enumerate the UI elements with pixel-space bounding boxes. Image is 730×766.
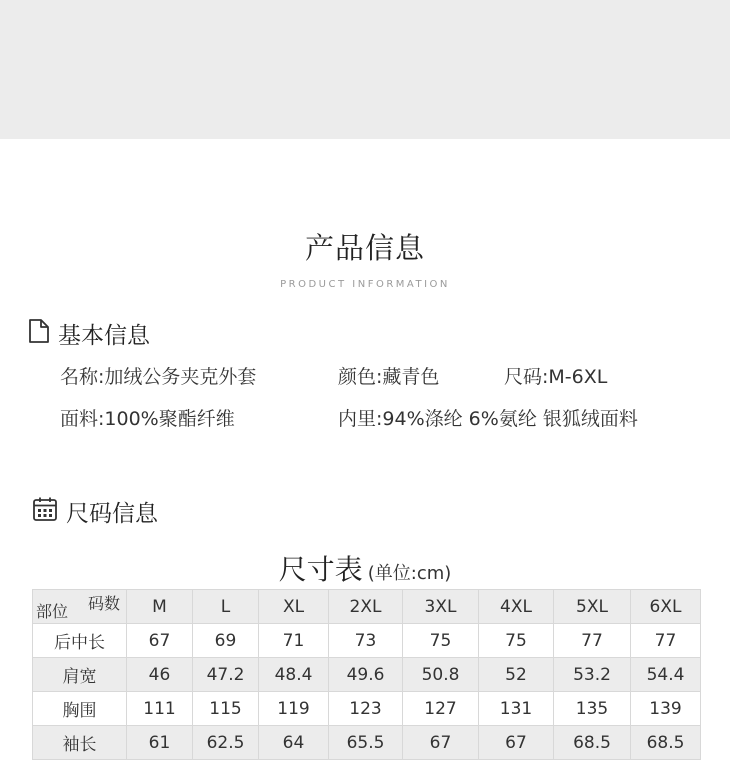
table-cell: 77 <box>554 624 631 658</box>
table-cell: 127 <box>403 692 479 726</box>
top-gray-band <box>0 0 730 139</box>
table-corner-cell <box>33 590 127 624</box>
table-cell: 48.4 <box>259 658 329 692</box>
row-label-cell: 后中长 <box>33 624 127 658</box>
table-cell: 131 <box>479 692 554 726</box>
size-header-cell: 2XL <box>329 590 403 624</box>
table-cell: 67 <box>479 726 554 760</box>
table-cell: 68.5 <box>631 726 701 760</box>
table-cell: 67 <box>403 726 479 760</box>
size-info-heading <box>32 495 158 528</box>
table-cell: 68.5 <box>554 726 631 760</box>
table-cell: 64 <box>259 726 329 760</box>
size-header-cell: XL <box>259 590 329 624</box>
page-title: 产品信息 <box>304 231 425 265</box>
size-table-unit: (单位:cm) <box>367 563 452 584</box>
row-label-cell: 肩宽 <box>33 658 127 692</box>
table-cell: 47.2 <box>193 658 259 692</box>
size-header-cell: 6XL <box>631 590 701 624</box>
page-subtitle: PRODUCT INFORMATION <box>280 279 450 290</box>
table-cell: 69 <box>193 624 259 658</box>
table-row <box>33 658 701 692</box>
product-fabric: 面料:100%聚酯纤维 <box>60 408 235 430</box>
table-cell: 49.6 <box>329 658 403 692</box>
corner-part-label: 部位 <box>36 602 69 621</box>
table-cell: 65.5 <box>329 726 403 760</box>
size-table-title-text: 尺寸表 <box>278 553 363 586</box>
document-icon <box>28 318 50 350</box>
size-header-cell: L <box>193 590 259 624</box>
table-row <box>33 692 701 726</box>
basic-info-heading <box>28 317 150 350</box>
table-cell: 123 <box>329 692 403 726</box>
table-cell: 119 <box>259 692 329 726</box>
table-cell: 61 <box>127 726 193 760</box>
basic-info-heading-label: 基本信息 <box>58 323 150 349</box>
size-header-cell: 5XL <box>554 590 631 624</box>
product-size-range: 尺码:M-6XL <box>504 366 608 388</box>
table-cell: 62.5 <box>193 726 259 760</box>
table-cell: 46 <box>127 658 193 692</box>
size-info-heading-label: 尺码信息 <box>66 501 158 527</box>
table-row <box>33 624 701 658</box>
size-header-cell: M <box>127 590 193 624</box>
calendar-icon <box>32 496 58 528</box>
product-lining: 内里:94%涤纶 6%氨纶 银狐绒面料 <box>338 408 638 430</box>
table-cell: 54.4 <box>631 658 701 692</box>
table-cell: 75 <box>479 624 554 658</box>
product-name: 名称:加绒公务夹克外套 <box>60 366 257 388</box>
table-cell: 139 <box>631 692 701 726</box>
table-cell: 75 <box>403 624 479 658</box>
table-header-row <box>33 590 701 624</box>
table-cell: 135 <box>554 692 631 726</box>
table-cell: 53.2 <box>554 658 631 692</box>
table-row <box>33 726 701 760</box>
table-cell: 71 <box>259 624 329 658</box>
size-table-title <box>0 548 730 588</box>
size-header-cell: 3XL <box>403 590 479 624</box>
row-label-cell: 袖长 <box>33 726 127 760</box>
row-label-cell: 胸围 <box>33 692 127 726</box>
table-cell: 77 <box>631 624 701 658</box>
product-color: 颜色:藏青色 <box>338 366 440 388</box>
table-cell: 50.8 <box>403 658 479 692</box>
size-header-cell: 4XL <box>479 590 554 624</box>
table-cell: 67 <box>127 624 193 658</box>
table-cell: 111 <box>127 692 193 726</box>
table-cell: 115 <box>193 692 259 726</box>
table-cell: 52 <box>479 658 554 692</box>
table-cell: 73 <box>329 624 403 658</box>
size-table <box>32 589 701 760</box>
corner-size-label: 码数 <box>87 594 120 613</box>
